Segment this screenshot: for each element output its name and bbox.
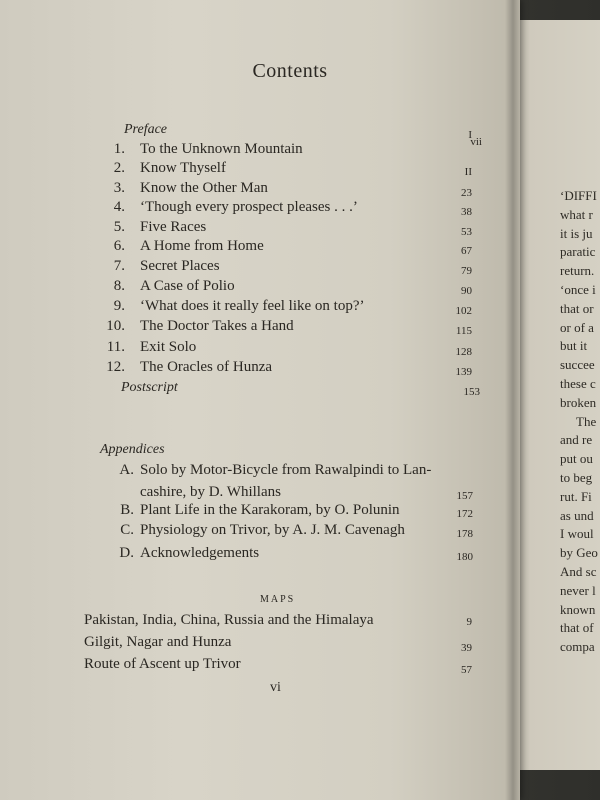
right-page-text-fragment: paratic	[560, 244, 596, 260]
right-page-text-fragment: by Geo	[560, 545, 598, 561]
appendix-title: Physiology on Trivor, by A. J. M. Cavenagh	[140, 522, 405, 538]
chapter-row	[0, 217, 520, 237]
chapter-number: 1.	[113, 141, 125, 157]
right-page-text-fragment: what r	[560, 206, 593, 222]
chapter-number: 10.	[106, 318, 125, 334]
chapter-row	[0, 337, 520, 357]
chapter-title: To the Unknown Mountain	[140, 141, 303, 157]
right-page-text-fragment: put ou	[560, 451, 593, 467]
appendix-letter: C.	[120, 522, 134, 538]
chapter-number: 7.	[113, 258, 125, 274]
map-row	[0, 654, 520, 674]
preface-entry	[124, 120, 167, 140]
appendix-title-continued: cashire, by D. Whillans	[140, 484, 281, 500]
chapter-title: ‘What does it really feel like on top?’	[140, 298, 365, 314]
chapter-row	[0, 256, 520, 276]
chapter-page: 128	[455, 346, 472, 358]
right-page-text-fragment: broken	[560, 394, 597, 410]
chapter-title: Five Races	[140, 219, 207, 235]
right-page-text-fragment: rut. Fi	[560, 488, 592, 504]
right-page-text-fragment: as und	[560, 507, 594, 523]
right-page-text-fragment: to beg	[560, 470, 593, 485]
chapter-row	[0, 158, 520, 178]
appendix-letter: A.	[119, 462, 134, 478]
postscript-label: Postscript	[121, 380, 178, 395]
right-page-text-fragment: The	[576, 413, 597, 429]
chapter-page: 38	[461, 206, 472, 218]
chapter-page: 139	[455, 366, 472, 378]
page-title: Contents	[252, 60, 328, 82]
chapter-number: 12.	[106, 359, 125, 375]
chapter-page: 23	[461, 187, 472, 199]
map-row	[0, 610, 520, 630]
preface-label: Preface	[124, 122, 168, 137]
chapter-title: A Case of Polio	[140, 278, 235, 294]
right-page-text-fragment: but it	[560, 338, 588, 354]
chapter-row	[0, 178, 520, 198]
right-page-text-fragment: that or	[560, 300, 594, 316]
chapter-row	[0, 296, 520, 316]
chapter-number: 8.	[113, 278, 125, 294]
right-page-text-fragment: known	[560, 601, 596, 617]
right-page-text-fragment: that of	[560, 620, 594, 636]
appendix-title: Acknowledgements	[140, 545, 260, 561]
appendix-row	[0, 460, 520, 502]
postscript-page: 153	[463, 386, 480, 398]
appendix-page: 180	[456, 551, 473, 563]
preface-page: vii	[470, 136, 482, 148]
map-page: 9	[466, 616, 472, 628]
appendix-row	[0, 500, 520, 520]
appendix-letter: B.	[120, 502, 134, 518]
appendix-title: Solo by Motor-Bicycle from Rawalpindi to Lan-	[140, 462, 432, 478]
map-page: 57	[461, 664, 472, 676]
appendix-row	[0, 543, 520, 563]
chapter-number: 2.	[113, 160, 125, 176]
appendix-row	[0, 520, 520, 540]
chapter-title: The Doctor Takes a Hand	[140, 318, 294, 334]
right-page-text-fragment: ‘DIFFI	[560, 188, 597, 203]
chapter-title: ‘Though every prospect pleases . . .’	[140, 199, 358, 215]
chapter-title: Secret Places	[140, 258, 220, 274]
right-page-text-fragment: and re	[560, 432, 593, 448]
appendix-letter: D.	[119, 545, 134, 561]
right-page-text-fragment: or of a	[560, 319, 594, 335]
map-title: Gilgit, Nagar and Hunza	[84, 634, 232, 650]
chapter-row	[0, 276, 520, 296]
appendix-page: 172	[456, 508, 473, 520]
right-page-text-fragment: return.	[560, 263, 595, 279]
right-page-text-fragment: it is ju	[560, 225, 593, 241]
right-page-text-fragment: ‘once i	[560, 282, 596, 297]
appendix-page: 178	[456, 528, 473, 540]
chapter-title: A Home from Home	[140, 238, 264, 254]
appendix-title: Plant Life in the Karakoram, by O. Polunin	[140, 502, 400, 518]
appendix-page: 157	[456, 490, 473, 502]
appendices-heading	[100, 440, 165, 460]
chapter-page: I	[468, 129, 472, 141]
chapter-number: 6.	[113, 238, 125, 254]
maps-heading: MAPS	[260, 594, 296, 605]
chapter-number: 9.	[113, 298, 125, 314]
chapter-row	[0, 316, 520, 336]
right-page	[512, 20, 600, 770]
postscript-entry	[121, 378, 178, 398]
right-page-text-fragment: never l	[560, 582, 596, 598]
chapter-page: 79	[461, 265, 472, 277]
chapter-page: 67	[461, 245, 472, 257]
right-page-text-fragment: these c	[560, 376, 596, 391]
map-row	[0, 632, 520, 652]
right-page-text-fragment: And sc	[560, 564, 597, 579]
chapter-row	[0, 357, 520, 377]
chapter-number: 4.	[113, 199, 125, 215]
chapter-page: 102	[455, 305, 472, 317]
chapter-title: The Oracles of Hunza	[140, 359, 273, 375]
appendices-label: Appendices	[100, 442, 165, 457]
right-page-text-fragment: I woul	[560, 526, 594, 542]
chapter-title: Know Thyself	[140, 160, 226, 176]
chapter-row	[0, 236, 520, 256]
map-title: Pakistan, India, China, Russia and the Himalaya	[84, 612, 374, 628]
page-folio: vi	[270, 680, 281, 695]
chapter-page: 53	[461, 226, 472, 238]
right-page-text-fragment: compa	[560, 639, 595, 655]
right-page-text-fragment: succee	[560, 357, 595, 373]
chapter-page: 90	[461, 285, 472, 297]
chapter-number: 3.	[113, 180, 125, 196]
chapter-page: II	[464, 166, 472, 178]
chapter-title: Know the Other Man	[140, 180, 268, 196]
chapter-row	[0, 197, 520, 217]
chapter-title: Exit Solo	[140, 339, 197, 355]
chapter-number: 11.	[106, 339, 125, 355]
chapter-page: 115	[455, 325, 472, 337]
map-title: Route of Ascent up Trivor	[84, 656, 241, 672]
chapter-number: 5.	[113, 219, 125, 235]
map-page: 39	[461, 642, 472, 654]
